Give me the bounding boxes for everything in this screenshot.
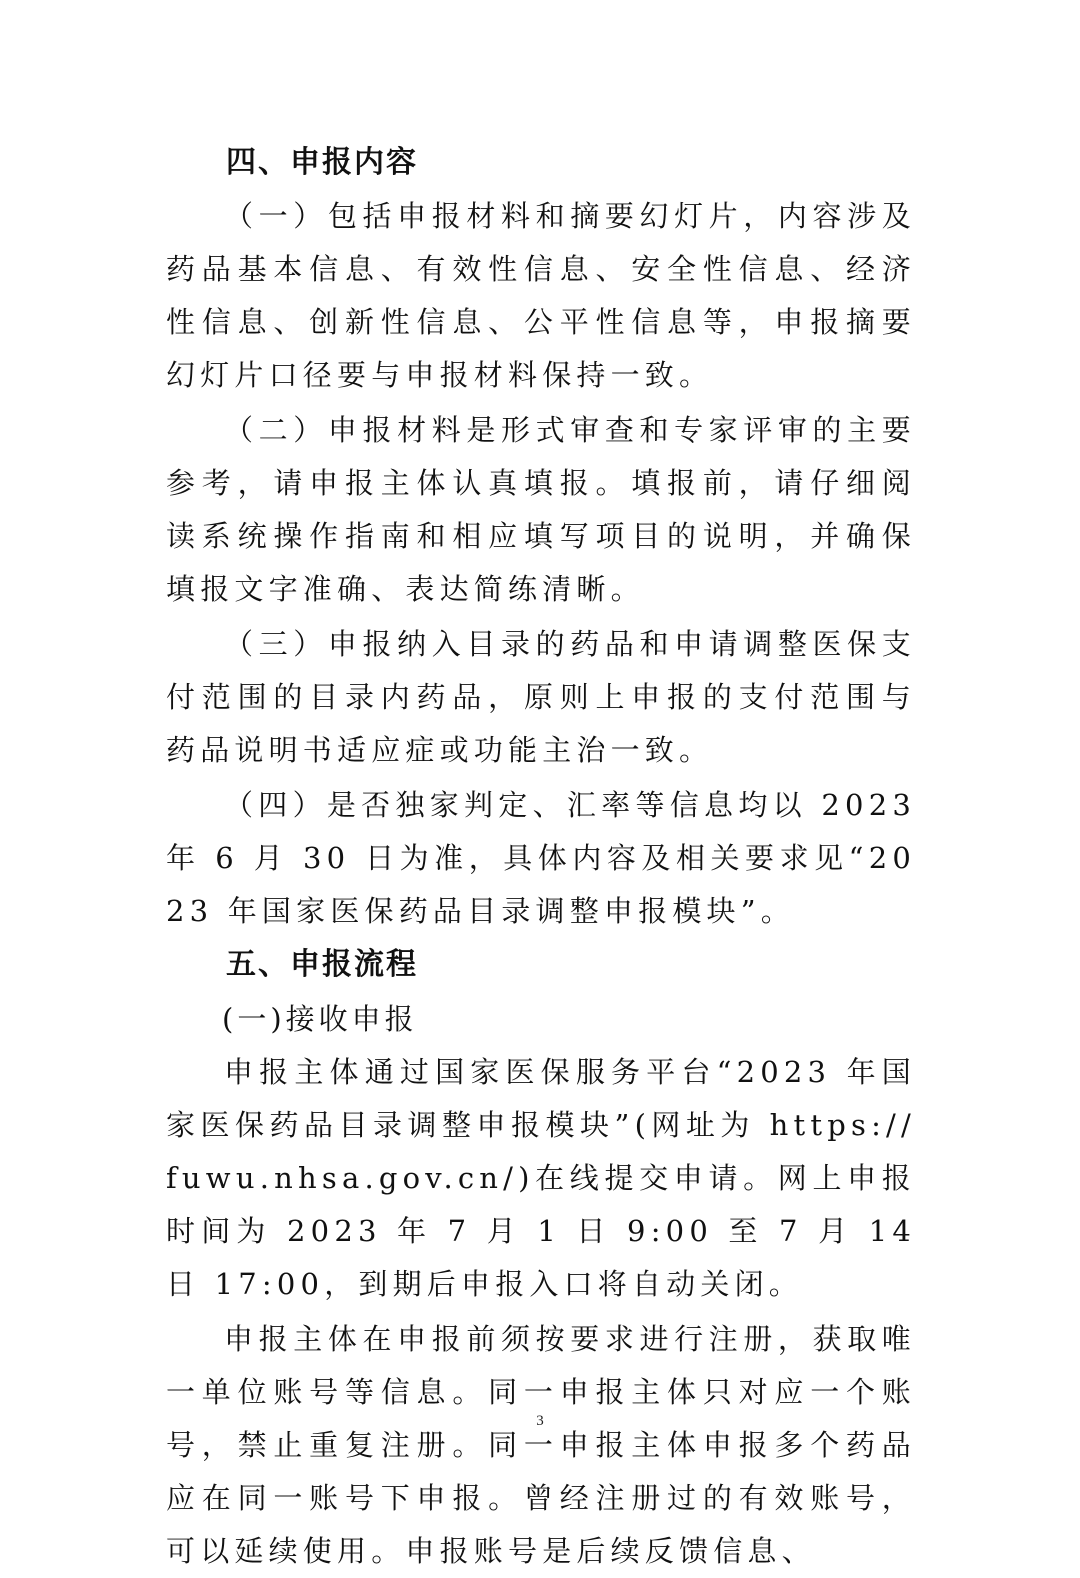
subsection-heading-5-1: (一)接收申报	[222, 1002, 418, 1036]
paragraph-5-1: 申报主体通过国家医保服务平台“2023 年国家医保药品目录调整申报模块”(网址为 https://fuwu.nhsa.gov.cn/)在线提交申请。网上申报时间为 2023 年 7 月 1 日 9:00 至 7 月 14 日 17:00，到期后申报入口将自动关闭。	[166, 1055, 916, 1301]
section-heading-5: 五、申报流程	[226, 947, 418, 982]
paragraph-4-2: （二）申报材料是形式审查和专家评审的主要参考，请申报主体认真填报。填报前，请仔细阅读系统操作指南和相应填写项目的说明，并确保填报文字准确、表达简练清晰。	[166, 413, 916, 606]
paragraph-4-3: （三）申报纳入目录的药品和申请调整医保支付范围的目录内药品，原则上申报的支付范围与药品说明书适应症或功能主治一致。	[166, 627, 916, 767]
section-heading-4: 四、申报内容	[226, 145, 418, 180]
document-body	[166, 136, 916, 1578]
paragraph-5-2: 申报主体在申报前须按要求进行注册，获取唯一单位账号等信息。同一申报主体只对应一个账号，禁止重复注册。同一申报主体申报多个药品应在同一账号下申报。曾经注册过的有效账号，可以延续使用。申报账号是后续反馈信息、	[166, 1322, 916, 1568]
page-number: 3	[536, 1413, 544, 1429]
paragraph-4-1: （一）包括申报材料和摘要幻灯片，内容涉及药品基本信息、有效性信息、安全性信息、经济性信息、创新性信息、公平性信息等，申报摘要幻灯片口径要与申报材料保持一致。	[166, 199, 916, 392]
paragraph-4-4: （四）是否独家判定、汇率等信息均以 2023 年 6 月 30 日为准，具体内容及相关要求见“2023 年国家医保药品目录调整申报模块”。	[166, 788, 916, 928]
